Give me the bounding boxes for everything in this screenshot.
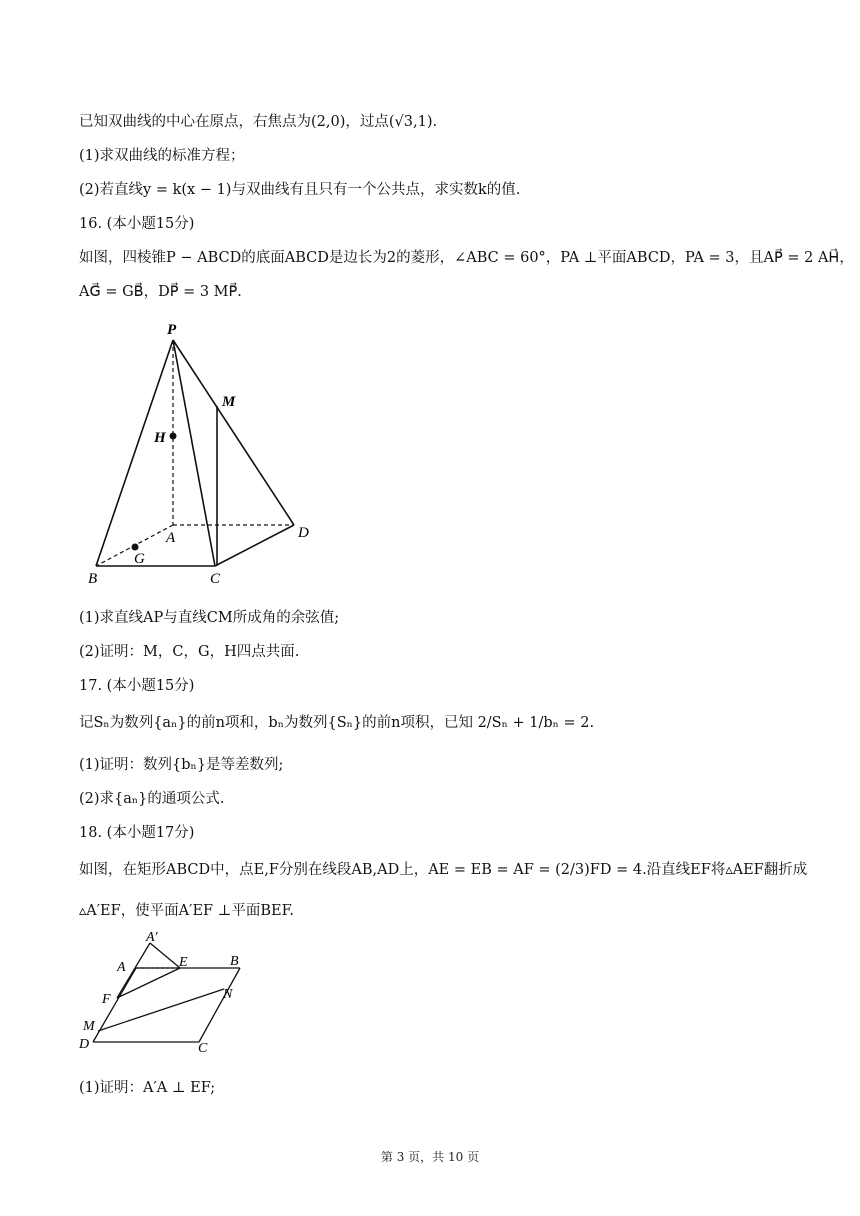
label-C: C bbox=[210, 571, 221, 587]
q18-part1: (1)证明：A′A ⊥ EF; bbox=[79, 1080, 216, 1096]
q17-part1: (1)证明：数列{bₙ}是等差数列; bbox=[79, 757, 284, 773]
q16-part1: (1)求直线AP与直线CM所成角的余弦值; bbox=[79, 610, 340, 626]
q16-part2: (2)证明：M，C，G，H四点共面. bbox=[79, 644, 300, 660]
q16-stem-line2: AG⃗ = GB⃗，DP⃗ = 3 MP⃗. bbox=[79, 284, 242, 300]
q18-stem-line1: 如图，在矩形ABCD中，点E,F分别在线段AB,AD上，AE = EB = AF = (2/3)FD = 4.沿直线EF将▵AEF翻折成 bbox=[79, 862, 808, 878]
label-A: A bbox=[166, 530, 176, 546]
label-B: B bbox=[88, 571, 98, 587]
label-D: D bbox=[298, 525, 309, 541]
label-B2: B bbox=[230, 954, 239, 969]
label-F: F bbox=[102, 992, 111, 1007]
label-A2: A bbox=[117, 960, 126, 975]
q18-stem-line2: ▵A′EF，使平面A′EF ⊥平面BEF. bbox=[79, 903, 294, 919]
label-N: N bbox=[223, 987, 233, 1002]
label-D2: D bbox=[79, 1037, 90, 1052]
pyramid-figure bbox=[82, 318, 322, 593]
label-G: G bbox=[134, 551, 145, 567]
label-E: E bbox=[179, 955, 188, 970]
q17-header: 17. (本小题15分) bbox=[79, 678, 195, 694]
label-C2: C bbox=[198, 1041, 208, 1056]
label-A-prime: A′ bbox=[146, 930, 158, 945]
q17-stem: 记Sₙ为数列{aₙ}的前n项和，bₙ为数列{Sₙ}的前n项积，已知 2/Sₙ + 1/bₙ = 2. bbox=[79, 715, 595, 731]
folding-figure bbox=[76, 928, 256, 1058]
q15-stem: 已知双曲线的中心在原点，右焦点为(2,0)，过点(√3,1). bbox=[79, 114, 438, 130]
label-M2: M bbox=[83, 1019, 95, 1034]
label-M: M bbox=[222, 394, 236, 410]
q15-part2: (2)若直线y = k(x − 1)与双曲线有且只有一个公共点，求实数k的值. bbox=[79, 182, 521, 198]
q16-stem-line1: 如图，四棱锥P − ABCD的底面ABCD是边长为2的菱形，∠ABC = 60°，PA ⊥平面ABCD，PA = 3，且AP⃗ = 2 AH⃗， bbox=[79, 250, 854, 266]
label-H: H bbox=[154, 430, 166, 446]
q15-part1: (1)求双曲线的标准方程； bbox=[79, 148, 245, 164]
page-footer: 第 3 页，共 10 页 bbox=[380, 1150, 480, 1164]
q17-part2: (2)求{aₙ}的通项公式. bbox=[79, 791, 225, 807]
label-P: P bbox=[167, 322, 177, 338]
q16-header: 16. (本小题15分) bbox=[79, 216, 195, 232]
q18-header: 18. (本小题17分) bbox=[79, 825, 195, 841]
